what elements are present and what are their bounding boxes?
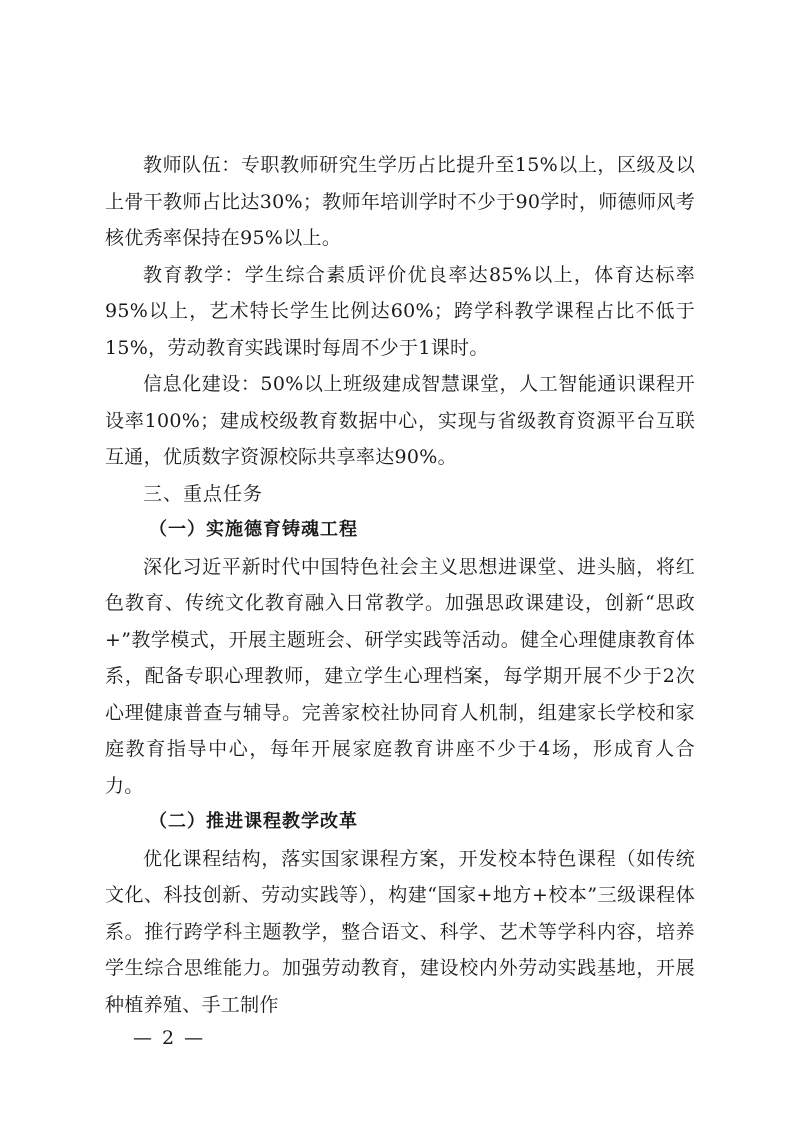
paragraph-moral-education: 深化习近平新时代中国特色社会主义思想进课堂、进头脑，将红色教育、传统文化教育融入日常教学。加强思政课建设，创新“思政+”教学模式，开展主题班会、研学实践等活动。健全心理健康教育体系，配备专职心理教师，建立学生心理档案，每学期开展不少于2次心理健康普查与辅导。完善家校社协同育人机制，组建家长学校和家庭教育指导中心，每年开展家庭教育讲座不少于4场，形成育人合力。 (105, 555, 695, 797)
subheading-curriculum-reform: （二）推进课程教学改革 (149, 811, 358, 832)
page-number: — 2 — (133, 1027, 206, 1049)
paragraph-informatization: 信息化建设：50%以上班级建成智慧课堂，人工智能通识课程开设率100%；建成校级教育数据中心，实现与省级教育资源平台互联互通，优质数字资源校际共享率达90%。 (105, 373, 695, 468)
document-body (105, 147, 695, 1023)
section-heading-key-tasks: 三、重点任务 (143, 482, 264, 505)
subheading-moral-education: （一）实施德育铸魂工程 (149, 519, 358, 540)
paragraph-teaching: 教育教学：学生综合素质评价优良率达85%以上，体育达标率95%以上，艺术特长学生比例达60%；跨学科教学课程占比不低于15%，劳动教育实践课时每周不少于1课时。 (105, 263, 695, 359)
paragraph-curriculum-reform: 优化课程结构，落实国家课程方案，开发校本特色课程（如传统文化、科技创新、劳动实践等），构建“国家+地方+校本”三级课程体系。推行跨学科主题教学，整合语文、科学、艺术等学科内容，培养学生综合思维能力。加强劳动教育，建设校内外劳动实践基地，开展种植养殖、手工制作 (105, 847, 695, 1016)
paragraph-teacher-team: 教师队伍：专职教师研究生学历占比提升至15%以上，区级及以上骨干教师占比达30%；教师年培训学时不少于90学时，师德师风考核优秀率保持在95%以上。 (105, 154, 695, 249)
